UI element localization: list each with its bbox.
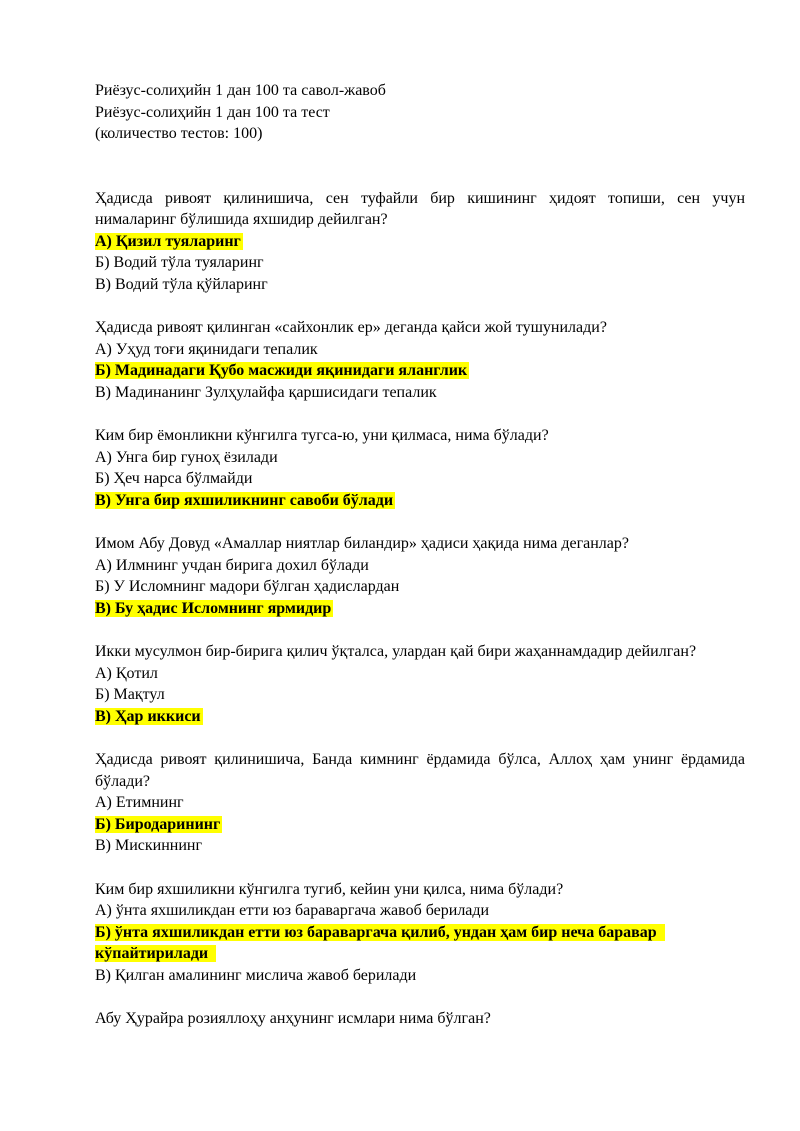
header-test-count: (количество тестов: 100) (95, 125, 263, 142)
question-block (95, 879, 745, 987)
question-text: Ҳадисда ривоят қилинишича, Банда кимнинг ёрдамида бўлса, Аллоҳ ҳам унинг ёрдамида бўлади? (95, 751, 745, 790)
answer-option: А) ўнта яхшиликдан етти юз бараваргача жавоб берилади (95, 902, 490, 919)
question-block (95, 188, 745, 296)
correct-answer-highlight: Б) ўнта яхшиликдан етти юз бараваргача қилиб, ундан ҳам бир неча баравар кўпайтирилади (95, 924, 665, 963)
answer-option: В) Водий тўла қўйларинг (95, 275, 268, 293)
correct-answer-highlight: В) Ҳар иккиси (95, 707, 201, 725)
answer-option-correct (95, 706, 745, 728)
header-title-test: Риёзус-солиҳийн 1 дан 100 та тест (95, 103, 330, 121)
answer-option: А) Қотил (95, 664, 158, 682)
answer-option: А) Уҳуд тоғи яқинидаги тепалик (95, 340, 318, 358)
question-text: Ҳадисда ривоят қилинган «сайхонлик ер» деганда қайси жой тушунилади? (95, 319, 607, 336)
answer-option-correct (95, 360, 745, 382)
answer-option: А) Етимнинг (95, 794, 184, 811)
answer-option: Б) Водий тўла туяларинг (95, 254, 264, 271)
correct-answer-highlight: Б) Биродарининг (95, 815, 221, 833)
answer-option-correct (95, 922, 745, 965)
answer-option-correct (95, 490, 745, 512)
correct-answer-highlight: А) Қизил туяларинг (95, 232, 241, 250)
answer-option: Б) Мақтул (95, 686, 165, 703)
correct-answer-highlight: В) Унга бир яхшиликнинг савоби бўлади (95, 491, 394, 509)
question-text: Имом Абу Довуд «Амаллар ниятлар биландир» ҳадиси ҳақида нима деганлар? (95, 535, 629, 552)
answer-option: В) Мадинанинг Зулҳулайфа қаршисидаги тепалик (95, 383, 437, 401)
answer-option: А) Илмнинг учдан бирига дохил бўлади (95, 556, 369, 574)
correct-answer-highlight: Б) Мадинадаги Қубо масжиди яқинидаги яланглик (95, 362, 468, 379)
question-block (95, 533, 745, 619)
answer-option: Б) У Исломнинг мадори бўлган ҳадислардан (95, 578, 400, 595)
question-text: Икки мусулмон бир-бирига қилич ўқталса, улардан қай бири жаҳаннамдадир дейилган? (95, 643, 697, 660)
answer-option: Б) Ҳеч нарса бўлмайди (95, 470, 253, 487)
question-text: Ҳадисда ривоят қилинишича, сен туфайли бир кишининг ҳидоят топиши, сен учун нималаринг бўлишида яхшидир дейилган? (95, 189, 745, 228)
answer-option-correct (95, 231, 745, 253)
answer-option-correct (95, 814, 745, 836)
question-text: Ким бир ёмонликни кўнгилга тугса-ю, уни қилмаса, нима бўлади? (95, 427, 549, 444)
question-block (95, 749, 745, 857)
document-header (95, 80, 745, 145)
question-block (95, 641, 745, 727)
question-block (95, 317, 745, 403)
answer-option-correct (95, 598, 745, 620)
answer-option: А) Унга бир гуноҳ ёзилади (95, 448, 278, 466)
question-block (95, 425, 745, 511)
question-text: Абу Ҳурайра розияллоҳу анҳунинг исмлари нима бўлган? (95, 1010, 491, 1027)
answer-option: В) Қилган амалининг мислича жавоб берилади (95, 966, 417, 984)
document-page (95, 80, 745, 1052)
answer-option: В) Мискиннинг (95, 837, 203, 854)
question-text: Ким бир яхшиликни кўнгилга тугиб, кейин уни қилса, нима бўлади? (95, 880, 564, 898)
header-title-qa: Риёзус-солиҳийн 1 дан 100 та савол-жавоб (95, 82, 386, 99)
question-block (95, 1008, 745, 1030)
correct-answer-highlight: В) Бу ҳадис Исломнинг ярмидир (95, 599, 332, 617)
